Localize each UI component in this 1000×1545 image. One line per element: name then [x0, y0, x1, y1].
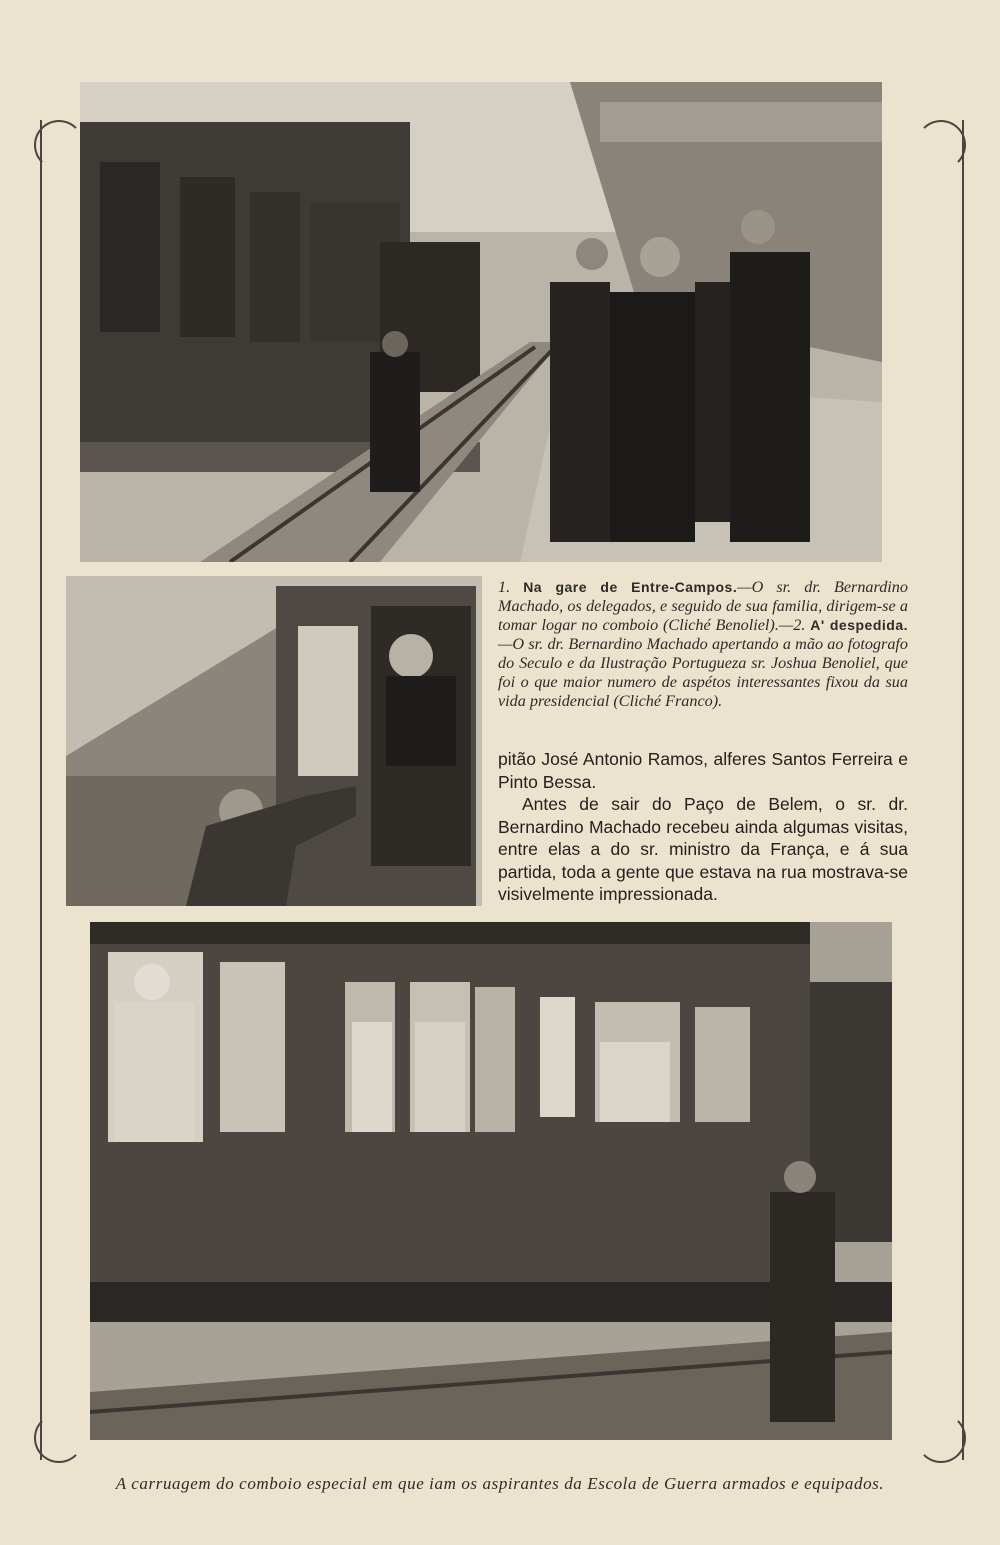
- ornament-bottom-right: [916, 1413, 966, 1463]
- photo-farewell-handshake: [66, 576, 482, 906]
- caption-desc-1: —O sr. dr. Bernardino Machado, os delegados, e seguido de sua familia, dirigem-se a tomar logar no comboio (Cliché Benoliel).—: [498, 578, 908, 634]
- caption-title-1: Na gare de Entre-Campos.: [523, 579, 738, 595]
- body-paragraph-1: pitão José Antonio Ramos, alferes Santos Ferreira e Pinto Bessa.: [498, 749, 908, 792]
- article-body: [498, 748, 908, 906]
- photo-platform-entre-campos: [80, 82, 882, 562]
- ornament-top-left: [34, 120, 84, 170]
- ornament-bottom-left: [34, 1413, 84, 1463]
- ornament-top-right: [916, 120, 966, 170]
- photo-train-carriage-cadets: [90, 922, 892, 1440]
- photo-caption-text: [498, 578, 908, 711]
- bottom-photo-caption: A carruagem do comboio especial em que iam os aspirantes da Escola de Guerra armados e equipados.: [115, 1474, 885, 1493]
- caption-desc-2: —O sr. dr. Bernardino Machado apertando a mão ao fotografo do Seculo e da Ilustração Portugueza sr. Joshua Benoliel, que foi o que maior numero de aspétos interessantes fixou da sua vida presidencial (Cliché Franco).: [498, 635, 908, 710]
- caption-title-2: A' despedida.: [810, 617, 908, 633]
- caption-number-1: 1.: [498, 578, 511, 596]
- body-paragraph-2: Antes de sair do Paço de Belem, o sr. dr. Bernardino Machado recebeu ainda algumas visitas, entre elas a do sr. ministro da França, e á sua partida, toda a gente que estava na rua mostrava-se visivelmente impressionada.: [498, 794, 908, 904]
- caption-number-2: 2.: [793, 616, 806, 634]
